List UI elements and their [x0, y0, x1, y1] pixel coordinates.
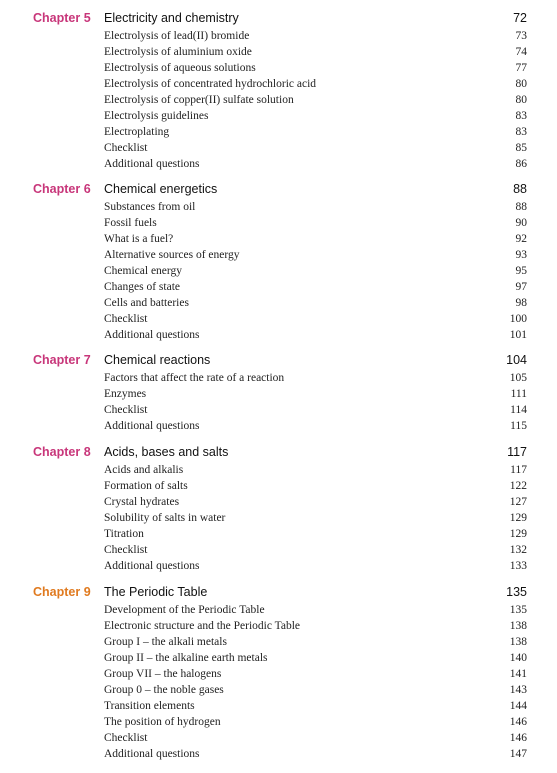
toc-entry[interactable] — [0, 29, 557, 45]
entry-title: Formation of salts — [104, 480, 188, 492]
entry-title: Additional questions — [104, 420, 200, 432]
entry-page-number: 114 — [510, 404, 527, 416]
toc-entry[interactable] — [0, 403, 557, 419]
entry-page-number: 138 — [509, 620, 527, 632]
chapter-title: Acids, bases and salts — [104, 445, 229, 459]
toc-entry[interactable] — [0, 45, 557, 61]
entry-title: Group VII – the halogens — [104, 668, 222, 680]
entry-page-number: 143 — [509, 684, 527, 696]
entry-page-number: 100 — [509, 313, 527, 325]
toc-entry[interactable] — [0, 667, 557, 683]
entry-title: Substances from oil — [104, 201, 196, 213]
entry-title: Solubility of salts in water — [104, 512, 226, 524]
entry-title: Enzymes — [104, 388, 147, 400]
toc-entry[interactable] — [0, 683, 557, 699]
entry-page-number: 80 — [515, 78, 527, 90]
entry-page-number: 129 — [509, 528, 527, 540]
toc-entry[interactable] — [0, 747, 557, 763]
entry-title: Group 0 – the noble gases — [104, 684, 224, 696]
chapter-label: Chapter 9 — [33, 585, 91, 599]
toc-entry[interactable] — [0, 511, 557, 527]
entry-title: Checklist — [104, 313, 148, 325]
toc-entry[interactable] — [0, 232, 557, 248]
entry-page-number: 83 — [515, 110, 527, 122]
entry-page-number: 97 — [515, 281, 527, 293]
chapter-label: Chapter 8 — [33, 445, 91, 459]
chapter-page-number: 88 — [513, 182, 527, 196]
entry-page-number: 85 — [515, 142, 527, 154]
chapter-heading[interactable] — [0, 443, 557, 463]
entry-title: Electrolysis of aqueous solutions — [104, 62, 256, 74]
entry-page-number: 73 — [515, 30, 527, 42]
entry-title: Group I – the alkali metals — [104, 636, 227, 648]
toc-entry[interactable] — [0, 651, 557, 667]
entry-title: What is a fuel? — [104, 233, 174, 245]
entry-page-number: 140 — [509, 652, 527, 664]
toc-entry[interactable] — [0, 312, 557, 328]
chapter-title: The Periodic Table — [104, 585, 208, 599]
entry-title: Changes of state — [104, 281, 181, 293]
chapter-heading[interactable] — [0, 351, 557, 371]
toc-entry[interactable] — [0, 495, 557, 511]
entry-page-number: 83 — [515, 126, 527, 138]
chapter-page-number: 135 — [506, 585, 527, 599]
entry-title: The position of hydrogen — [104, 716, 221, 728]
entry-title: Checklist — [104, 142, 148, 154]
toc-entry[interactable] — [0, 463, 557, 479]
toc-entry[interactable] — [0, 559, 557, 575]
chapter-page-number: 117 — [507, 445, 527, 459]
entry-title: Electrolysis of copper(II) sulfate solution — [104, 94, 294, 106]
toc-entry[interactable] — [0, 635, 557, 651]
chapter-title: Electricity and chemistry — [104, 11, 239, 25]
toc-entry[interactable] — [0, 248, 557, 264]
entry-page-number: 115 — [510, 420, 527, 432]
entry-page-number: 90 — [515, 217, 527, 229]
entry-page-number: 111 — [510, 388, 527, 400]
entry-page-number: 95 — [515, 265, 527, 277]
chapter-heading[interactable] — [0, 583, 557, 603]
toc-entry[interactable] — [0, 61, 557, 77]
entry-title: Additional questions — [104, 748, 200, 760]
toc-entry[interactable] — [0, 699, 557, 715]
entry-page-number: 132 — [509, 544, 527, 556]
chapter-entries — [0, 200, 557, 344]
chapter-entries — [0, 29, 557, 173]
toc-entry[interactable] — [0, 479, 557, 495]
toc-entry[interactable] — [0, 328, 557, 344]
toc-entry[interactable] — [0, 264, 557, 280]
toc-entry[interactable] — [0, 731, 557, 747]
entry-title: Crystal hydrates — [104, 496, 180, 508]
toc-entry[interactable] — [0, 419, 557, 435]
entry-title: Electrolysis of concentrated hydrochloric acid — [104, 78, 317, 90]
entry-title: Alternative sources of energy — [104, 249, 240, 261]
chapter-label: Chapter 6 — [33, 182, 91, 196]
entry-page-number: 117 — [510, 464, 527, 476]
toc-entry[interactable] — [0, 715, 557, 731]
entry-title: Checklist — [104, 404, 148, 416]
toc-entry[interactable] — [0, 125, 557, 141]
entry-title: Acids and alkalis — [104, 464, 184, 476]
entry-page-number: 138 — [509, 636, 527, 648]
entry-title: Development of the Periodic Table — [104, 604, 265, 616]
entry-page-number: 141 — [509, 668, 527, 680]
entry-title: Electrolysis of aluminium oxide — [104, 46, 252, 58]
entry-page-number: 92 — [515, 233, 527, 245]
toc-entry[interactable] — [0, 603, 557, 619]
toc-entry[interactable] — [0, 216, 557, 232]
entry-page-number: 122 — [509, 480, 527, 492]
toc-entry[interactable] — [0, 527, 557, 543]
toc-entry[interactable] — [0, 77, 557, 93]
chapter-page-number: 104 — [506, 353, 527, 367]
chapter-heading[interactable] — [0, 9, 557, 29]
entry-title: Chemical energy — [104, 265, 183, 277]
entry-title: Electronic structure and the Periodic Table — [104, 620, 301, 632]
entry-page-number: 147 — [509, 748, 527, 760]
entry-page-number: 129 — [509, 512, 527, 524]
toc-entry[interactable] — [0, 280, 557, 296]
entry-title: Additional questions — [104, 329, 200, 341]
toc-entry[interactable] — [0, 387, 557, 403]
chapter-heading[interactable] — [0, 180, 557, 200]
toc-entry[interactable] — [0, 157, 557, 173]
entry-page-number: 98 — [515, 297, 527, 309]
toc-entry[interactable] — [0, 200, 557, 216]
entry-page-number: 133 — [509, 560, 527, 572]
chapter-title: Chemical energetics — [104, 182, 218, 196]
entry-page-number: 135 — [509, 604, 527, 616]
toc-entry[interactable] — [0, 296, 557, 312]
entry-title: Checklist — [104, 732, 148, 744]
chapter-title: Chemical reactions — [104, 353, 211, 367]
entry-title: Transition elements — [104, 700, 195, 712]
chapter-entries — [0, 463, 557, 575]
entry-title: Cells and batteries — [104, 297, 189, 309]
toc-entry[interactable] — [0, 93, 557, 109]
entry-page-number: 105 — [509, 372, 527, 384]
chapter-page-number: 72 — [513, 11, 527, 25]
entry-page-number: 77 — [515, 62, 527, 74]
entry-page-number: 80 — [515, 94, 527, 106]
entry-page-number: 127 — [509, 496, 527, 508]
toc-entry[interactable] — [0, 543, 557, 559]
entry-page-number: 101 — [509, 329, 527, 341]
entry-page-number: 86 — [515, 158, 527, 170]
entry-title: Additional questions — [104, 560, 200, 572]
entry-title: Checklist — [104, 544, 148, 556]
chapter-label: Chapter 7 — [33, 353, 91, 367]
chapter-entries — [0, 603, 557, 763]
toc-entry[interactable] — [0, 371, 557, 387]
entry-title: Factors that affect the rate of a reaction — [104, 372, 285, 384]
entry-page-number: 93 — [515, 249, 527, 261]
chapter-entries — [0, 371, 557, 435]
toc-entry[interactable] — [0, 141, 557, 157]
entry-title: Additional questions — [104, 158, 200, 170]
entry-title: Electroplating — [104, 126, 170, 138]
entry-page-number: 144 — [509, 700, 527, 712]
entry-page-number: 146 — [509, 716, 527, 728]
entry-title: Group II – the alkaline earth metals — [104, 652, 268, 664]
entry-page-number: 74 — [515, 46, 527, 58]
entry-page-number: 146 — [509, 732, 527, 744]
entry-title: Fossil fuels — [104, 217, 157, 229]
toc-entry[interactable] — [0, 109, 557, 125]
entry-page-number: 88 — [515, 201, 527, 213]
entry-title: Electrolysis of lead(II) bromide — [104, 30, 250, 42]
entry-title: Titration — [104, 528, 144, 540]
toc-entry[interactable] — [0, 619, 557, 635]
chapter-label: Chapter 5 — [33, 11, 91, 25]
entry-title: Electrolysis guidelines — [104, 110, 209, 122]
